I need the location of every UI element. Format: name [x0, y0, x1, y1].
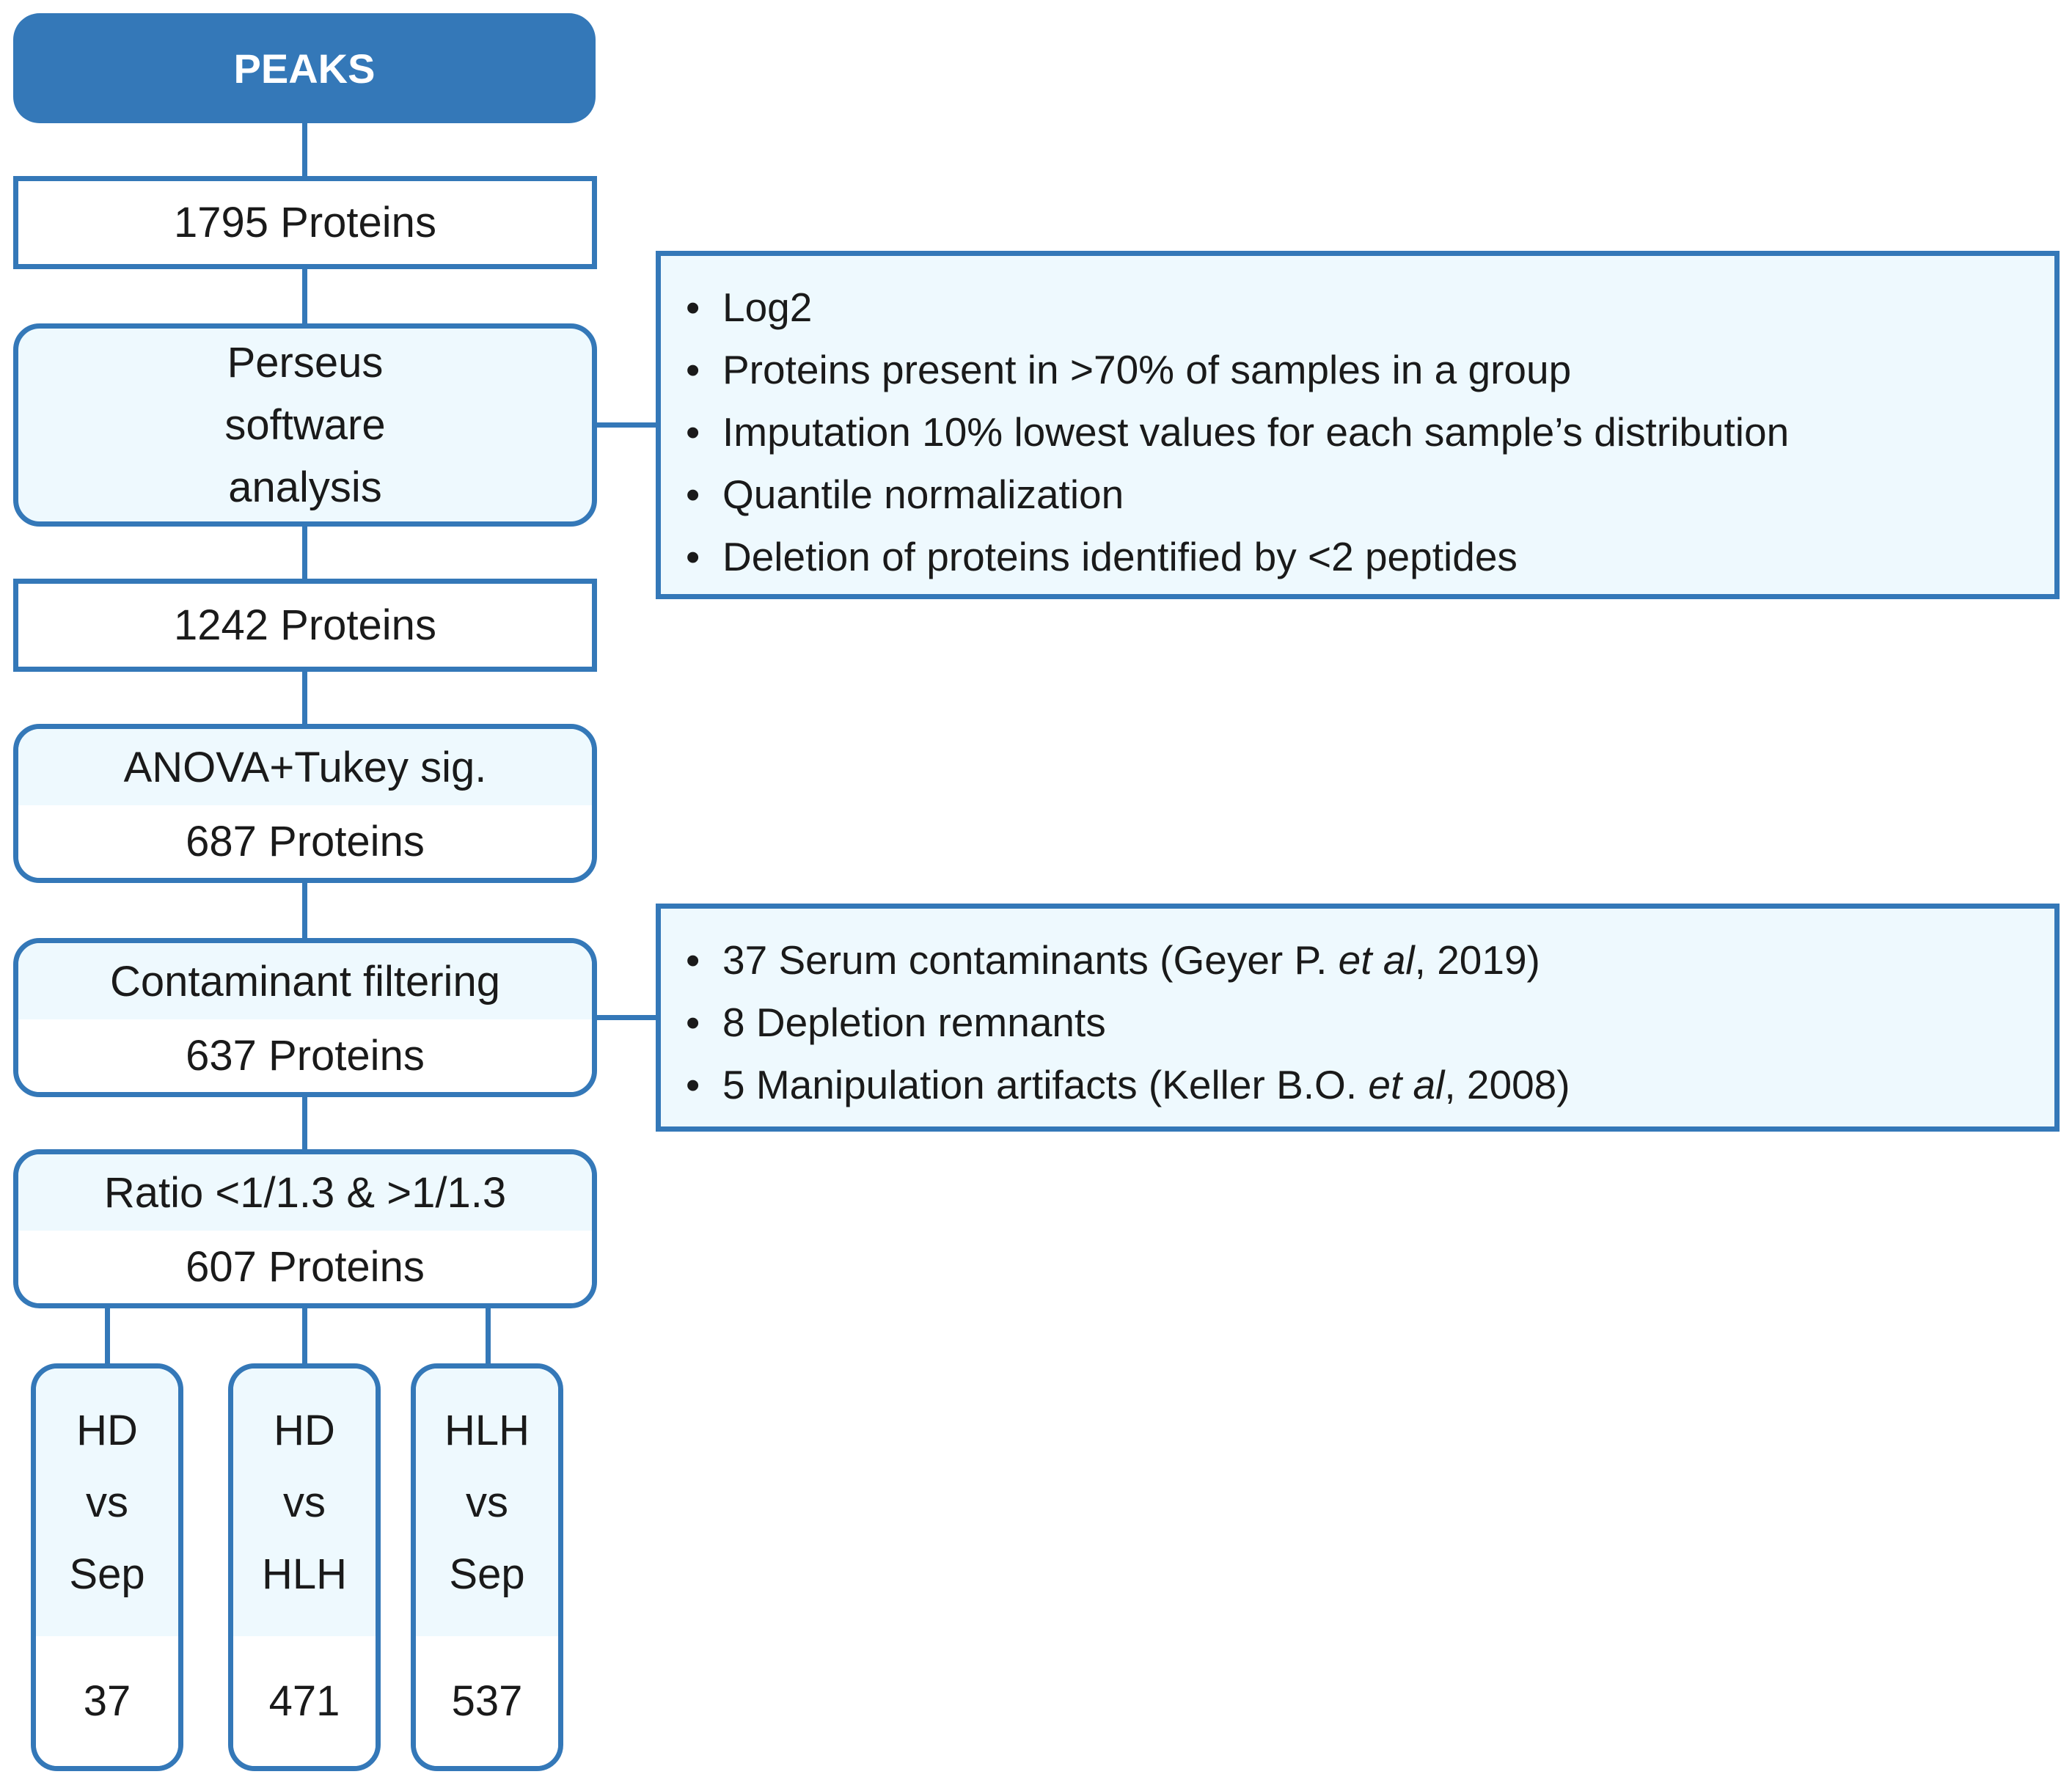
step-text: 37 Serum contaminants (Geyer P.: [722, 937, 1339, 983]
step-text: 8 Depletion remnants: [722, 1000, 1106, 1045]
perseus-box: [13, 323, 597, 527]
comparison-hd-vs-sep: [31, 1363, 183, 1771]
comparison-count: 471: [233, 1636, 376, 1766]
contaminant-count: 637 Proteins: [18, 1019, 592, 1092]
vs-label: vs: [283, 1478, 326, 1526]
proteins-1242-label: 1242 Proteins: [174, 601, 436, 649]
perseus-steps-box: [656, 251, 2060, 599]
perseus-step: • Log2: [683, 276, 2032, 339]
step-citation-italic: et al: [1368, 1062, 1445, 1107]
group-b: Sep: [449, 1550, 525, 1598]
group-a: HLH: [444, 1406, 530, 1454]
contaminant-step: [683, 1054, 2032, 1116]
proteins-1795-label: 1795 Proteins: [174, 199, 436, 246]
perseus-step: • Proteins present in >70% of samples in a group: [683, 339, 2032, 401]
contaminant-step: [683, 992, 2032, 1054]
group-b: HLH: [261, 1550, 348, 1598]
peaks-header: [13, 13, 596, 123]
ratio-count: 607 Proteins: [18, 1231, 592, 1303]
perseus-step: • Quantile normalization: [683, 464, 2032, 526]
step-text-end: , 2008): [1444, 1062, 1570, 1107]
step-citation-italic: et al: [1338, 937, 1415, 983]
comparison-groups: [36, 1369, 178, 1636]
ratio-title: Ratio <1/1.3 & >1/1.3: [18, 1154, 592, 1231]
step-text: 5 Manipulation artifacts (Keller B.O.: [722, 1062, 1369, 1107]
perseus-step: • Deletion of proteins identified by <2 peptides: [683, 526, 2032, 588]
connector-contaminant-notes: [594, 1015, 660, 1020]
comparison-hd-vs-hlh: [228, 1363, 381, 1771]
perseus-line-2: software: [224, 401, 386, 449]
vs-label: vs: [466, 1478, 508, 1526]
perseus-step: • Imputation 10% lowest values for each sample’s distribution: [683, 401, 2032, 464]
comparison-groups: [233, 1369, 376, 1636]
step-text-end: , 2019): [1414, 937, 1540, 983]
connector-comparison-1: [105, 1305, 110, 1368]
comparison-groups: [416, 1369, 558, 1636]
proteins-1242-box: [13, 579, 597, 672]
group-a: HD: [76, 1406, 138, 1454]
perseus-line-3: analysis: [228, 464, 382, 511]
anova-title: ANOVA+Tukey sig.: [18, 729, 592, 805]
contaminant-steps-box: [656, 904, 2060, 1132]
group-a: HD: [274, 1406, 335, 1454]
contaminant-step: [683, 929, 2032, 992]
connector-comparison-3: [486, 1305, 491, 1368]
comparison-count: 37: [36, 1636, 178, 1766]
vs-label: vs: [86, 1478, 128, 1526]
anova-box: [13, 724, 597, 883]
ratio-box: [13, 1149, 597, 1308]
connector-perseus-notes: [594, 422, 660, 428]
comparison-count: 537: [416, 1636, 558, 1766]
contaminant-title: Contaminant filtering: [18, 943, 592, 1019]
proteins-1795-box: [13, 176, 597, 269]
perseus-line-1: Perseus: [227, 339, 384, 386]
anova-count: 687 Proteins: [18, 805, 592, 878]
peaks-label: PEAKS: [233, 45, 376, 92]
group-b: Sep: [69, 1550, 145, 1598]
contaminant-box: [13, 938, 597, 1097]
comparison-hlh-vs-sep: [411, 1363, 563, 1771]
